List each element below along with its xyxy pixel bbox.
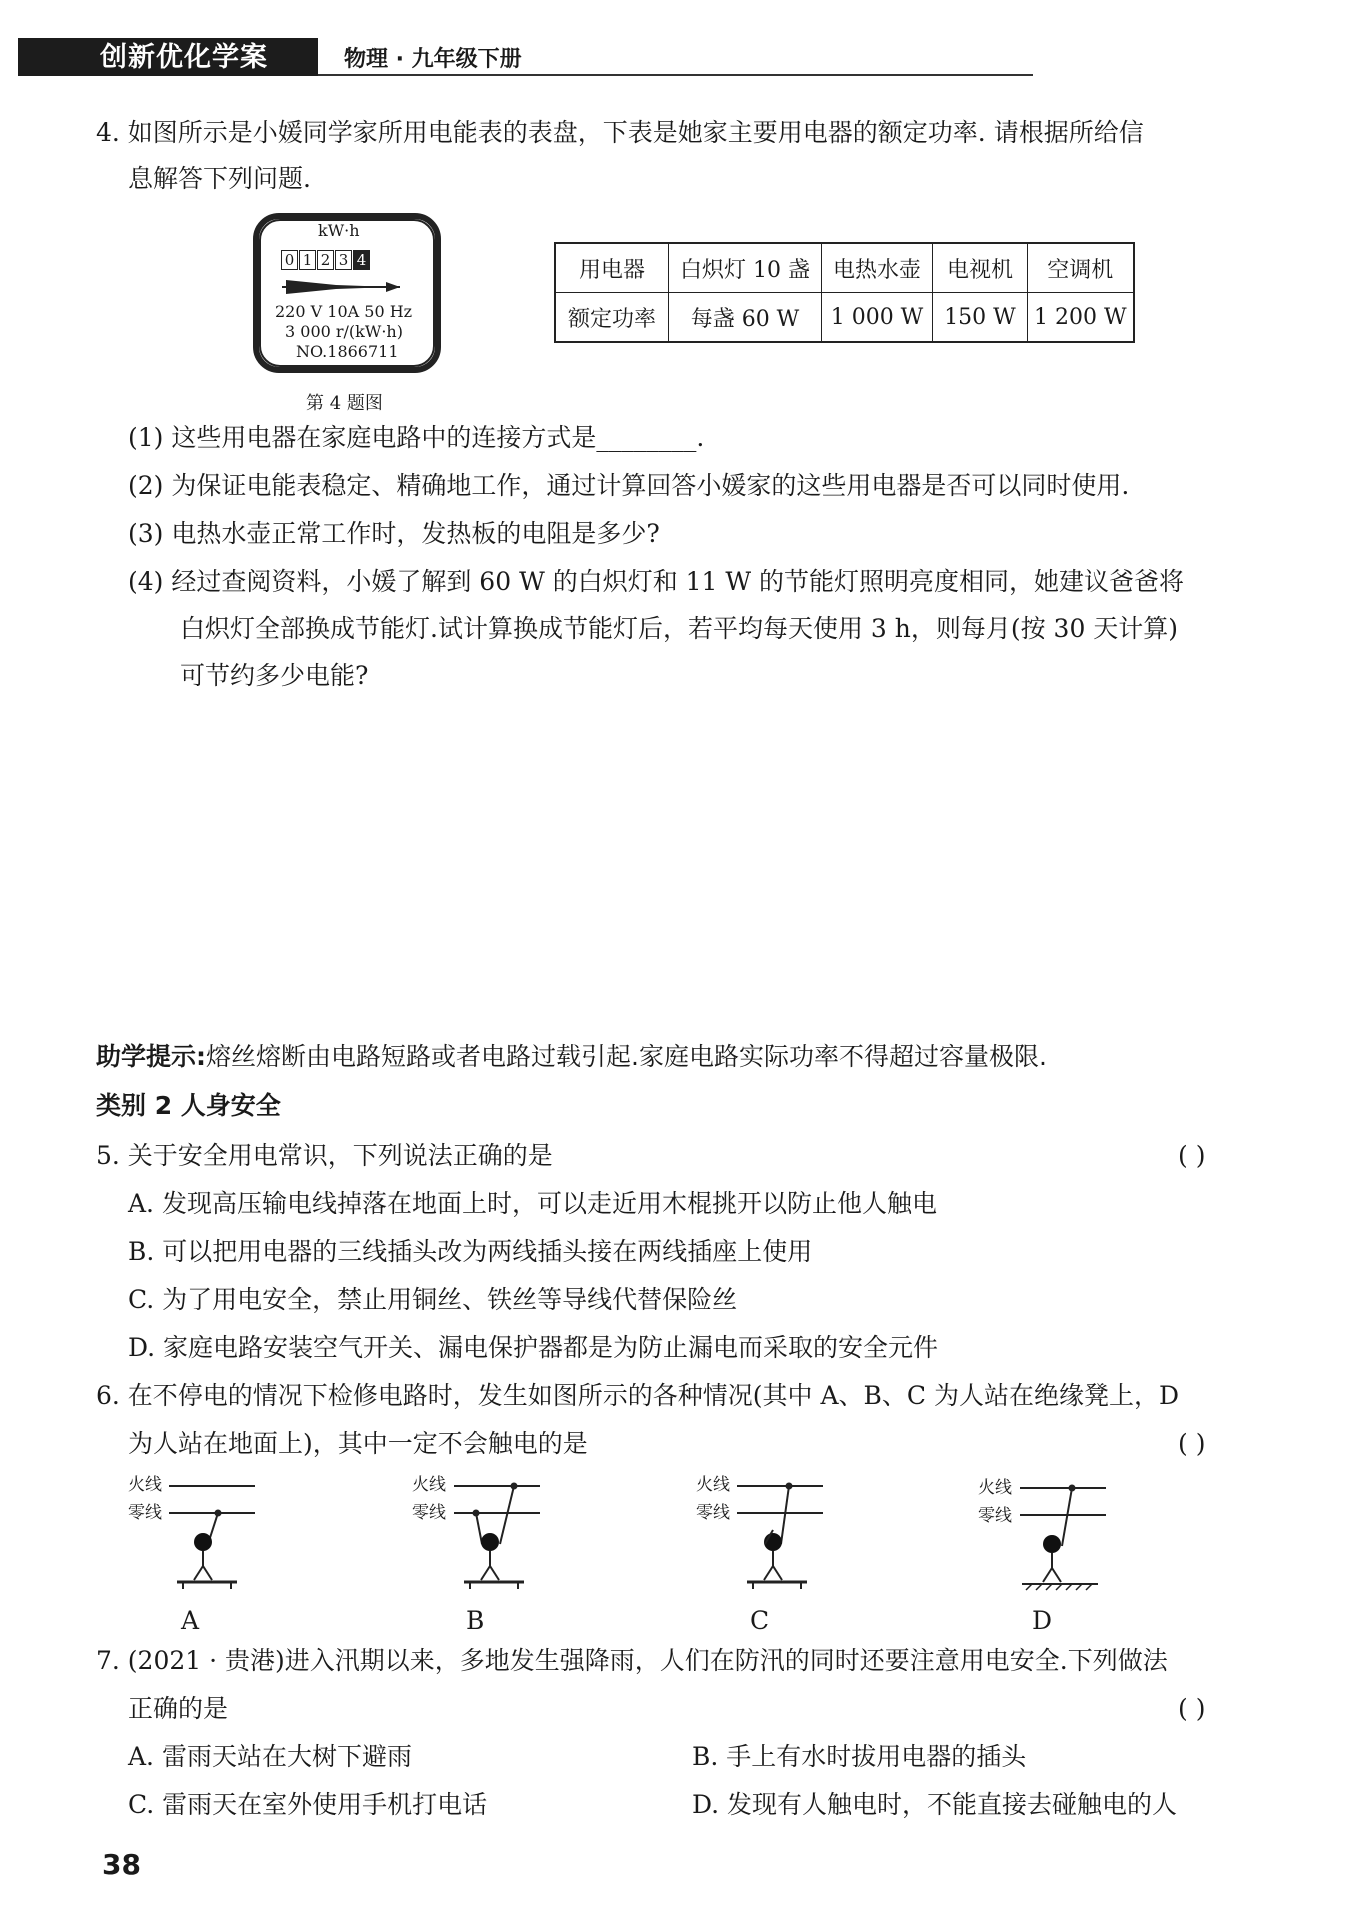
q4-stem-line2: 息解答下列问题.	[128, 164, 311, 193]
neutral-wire-label: 零线	[412, 1503, 446, 1523]
appliance-power-table	[554, 242, 1135, 343]
meter-digit-decimal: 4	[353, 250, 370, 270]
answer-paren: ( )	[1178, 1429, 1206, 1458]
meter-digit: 3	[335, 250, 352, 270]
q4-sub3: (3) 电热水壶正常工作时，发热板的电阻是多少?	[128, 519, 660, 548]
q4-sub1: (1) 这些用电器在家庭电路中的连接方式是________.	[128, 423, 705, 452]
circuit-figure-c	[733, 1470, 833, 1590]
q7-stem-line2: 正确的是	[128, 1694, 229, 1723]
meter-serial: NO.1866711	[296, 342, 399, 361]
q6-stem-line2: 为人站在地面上)，其中一定不会触电的是	[128, 1429, 588, 1458]
table-header-cell: 白炽灯 10 盏	[669, 243, 822, 293]
q5-stem: 5. 关于安全用电常识，下列说法正确的是	[96, 1141, 553, 1170]
meter-rotor-disc-icon	[276, 276, 406, 298]
table-header-row	[555, 243, 1134, 293]
live-wire-label: 火线	[128, 1475, 162, 1495]
q5-option-d: D. 家庭电路安装空气开关、漏电保护器都是为防止漏电而采取的安全元件	[128, 1333, 939, 1362]
circuit-figure-b	[450, 1470, 550, 1590]
q4-sub4-line2: 白炽灯全部换成节能灯.试计算换成节能灯后，若平均每天使用 3 h，则每月(按 30 天计算)	[180, 614, 1179, 643]
neutral-wire-label: 零线	[978, 1506, 1012, 1526]
table-row	[555, 293, 1134, 343]
q5-option-a: A. 发现高压输电线掉落在地面上时，可以走近用木棍挑开以防止他人触电	[128, 1189, 937, 1218]
q5-option-c: C. 为了用电安全，禁止用铜丝、铁丝等导线代替保险丝	[128, 1285, 738, 1314]
circuit-figure-a	[165, 1470, 265, 1590]
study-hint	[96, 1042, 1047, 1072]
answer-paren: ( )	[1178, 1694, 1206, 1723]
circuit-figure-d	[1016, 1472, 1116, 1592]
live-wire-label: 火线	[412, 1475, 446, 1495]
figure-label-d: D	[1032, 1606, 1053, 1635]
answer-paren: ( )	[1178, 1141, 1206, 1170]
live-wire-label: 火线	[696, 1475, 730, 1495]
study-hint-label: 助学提示:	[96, 1042, 206, 1071]
neutral-wire-label: 零线	[128, 1503, 162, 1523]
figure-label-a: A	[181, 1606, 200, 1635]
table-cell: 每盏 60 W	[669, 293, 822, 343]
table-header-cell: 电热水壶	[822, 243, 933, 293]
subject-title: 物理 · 九年级下册	[344, 47, 522, 72]
meter-digit: 0	[281, 250, 298, 270]
live-wire-label: 火线	[978, 1478, 1012, 1498]
page-number: 38	[102, 1848, 141, 1881]
q7-option-d: D. 发现有人触电时，不能直接去碰触电的人	[692, 1790, 1178, 1819]
table-cell: 额定功率	[555, 293, 669, 343]
category-heading: 类别 2 人身安全	[96, 1091, 281, 1120]
figure-label-b: B	[466, 1606, 485, 1635]
figure-caption: 第 4 题图	[306, 393, 383, 414]
q7-option-b: B. 手上有水时拔用电器的插头	[692, 1742, 1027, 1771]
meter-unit: kW·h	[318, 221, 360, 240]
neutral-wire-label: 零线	[696, 1503, 730, 1523]
brand-title: 创新优化学案	[100, 42, 268, 73]
q4-stem-line1: 4. 如图所示是小媛同学家所用电能表的表盘，下表是她家主要用电器的额定功率. 请根据所给信	[96, 118, 1144, 147]
q5-option-b: B. 可以把用电器的三线插头改为两线插头接在两线插座上使用	[128, 1237, 813, 1266]
q7-option-a: A. 雷雨天站在大树下避雨	[128, 1742, 412, 1771]
q6-stem-line1: 6. 在不停电的情况下检修电路时，发生如图所示的各种情况(其中 A、B、C 为人站在绝缘凳上，D	[96, 1381, 1180, 1410]
meter-spec-constant: 3 000 r/(kW·h)	[285, 322, 403, 341]
table-header-cell: 用电器	[555, 243, 669, 293]
meter-digit: 1	[299, 250, 316, 270]
q4-sub4-line3: 可节约多少电能?	[180, 661, 369, 690]
q7-stem-line1: 7. (2021 · 贵港)进入汛期以来，多地发生强降雨，人们在防汛的同时还要注意用电安全.下列做法	[96, 1646, 1168, 1675]
table-cell: 1 200 W	[1028, 293, 1134, 343]
q7-option-c: C. 雷雨天在室外使用手机打电话	[128, 1790, 488, 1819]
study-hint-text: 熔丝熔断由电路短路或者电路过载引起.家庭电路实际功率不得超过容量极限.	[206, 1042, 1047, 1071]
table-header-cell: 空调机	[1028, 243, 1134, 293]
q4-sub2: (2) 为保证电能表稳定、精确地工作，通过计算回答小媛家的这些用电器是否可以同时使用.	[128, 471, 1130, 500]
table-header-cell: 电视机	[933, 243, 1028, 293]
meter-digit: 2	[317, 250, 334, 270]
q4-sub4-line1: (4) 经过查阅资料，小媛了解到 60 W 的白炽灯和 11 W 的节能灯照明亮度相同，她建议爸爸将	[128, 567, 1185, 596]
table-cell: 150 W	[933, 293, 1028, 343]
table-cell: 1 000 W	[822, 293, 933, 343]
meter-spec-voltage: 220 V 10A 50 Hz	[275, 302, 413, 321]
header-rule	[318, 74, 1033, 76]
figure-label-c: C	[750, 1606, 770, 1635]
